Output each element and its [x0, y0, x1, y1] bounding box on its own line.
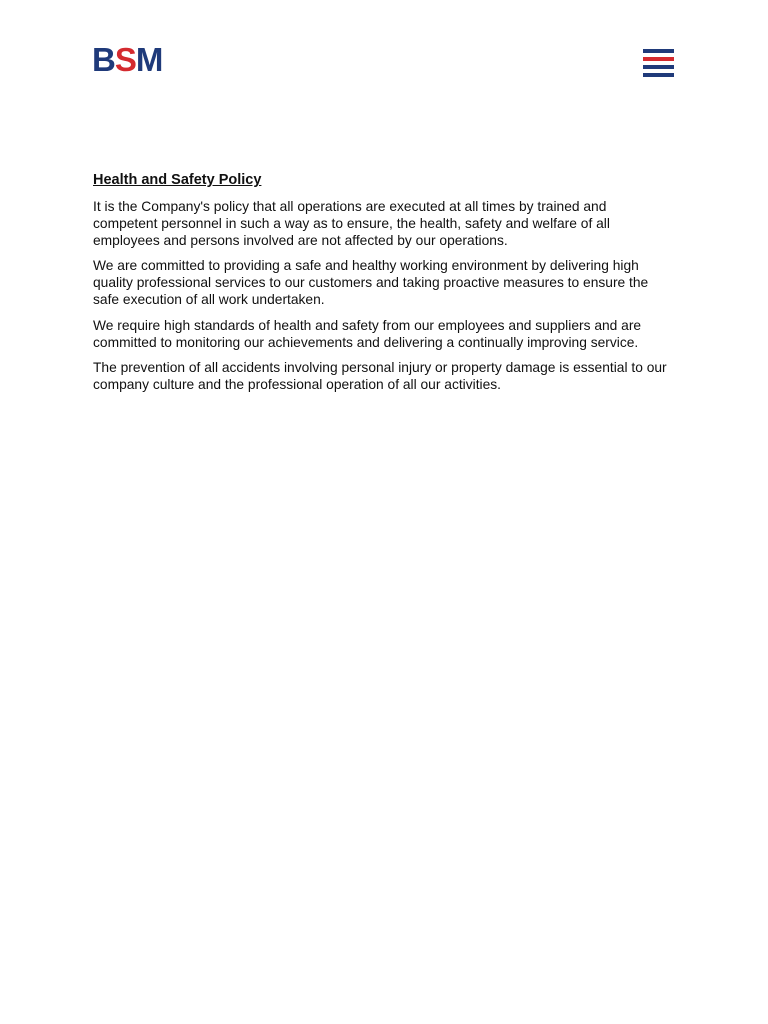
stripe-red [643, 57, 674, 61]
policy-document [93, 171, 673, 403]
stripe-navy-top [643, 49, 674, 53]
stripe-navy-bottom [643, 73, 674, 77]
logo-letter-m: M [135, 41, 163, 78]
policy-paragraph-1: It is the Company's policy that all operations are executed at all times by trained and competent personnel in such a way as to ensure, the health, safety and welfare of all employees and persons involved are not affected by our operations. [93, 199, 610, 248]
document-title: Health and Safety Policy [93, 172, 262, 188]
policy-paragraph-2: We are committed to providing a safe and healthy working environment by delivering high quality professional services to our customers and taking proactive measures to ensure the safe execution of all work undertaken. [93, 258, 649, 307]
logo-letter-s: S [114, 41, 136, 78]
stripe-navy-middle [643, 65, 674, 69]
logo-text [92, 41, 163, 78]
four-stripe-flag-icon [643, 49, 674, 78]
policy-paragraph-3: We require high standards of health and safety from our employees and suppliers and are committed to monitoring our achievements and delivering a continually improving service. [93, 317, 642, 350]
logo-letter-b: B [92, 41, 115, 78]
policy-paragraph-4: The prevention of all accidents involving personal injury or property damage is essential to our company culture and the professional operation of all our activities. [93, 360, 667, 393]
company-logo [92, 41, 163, 78]
